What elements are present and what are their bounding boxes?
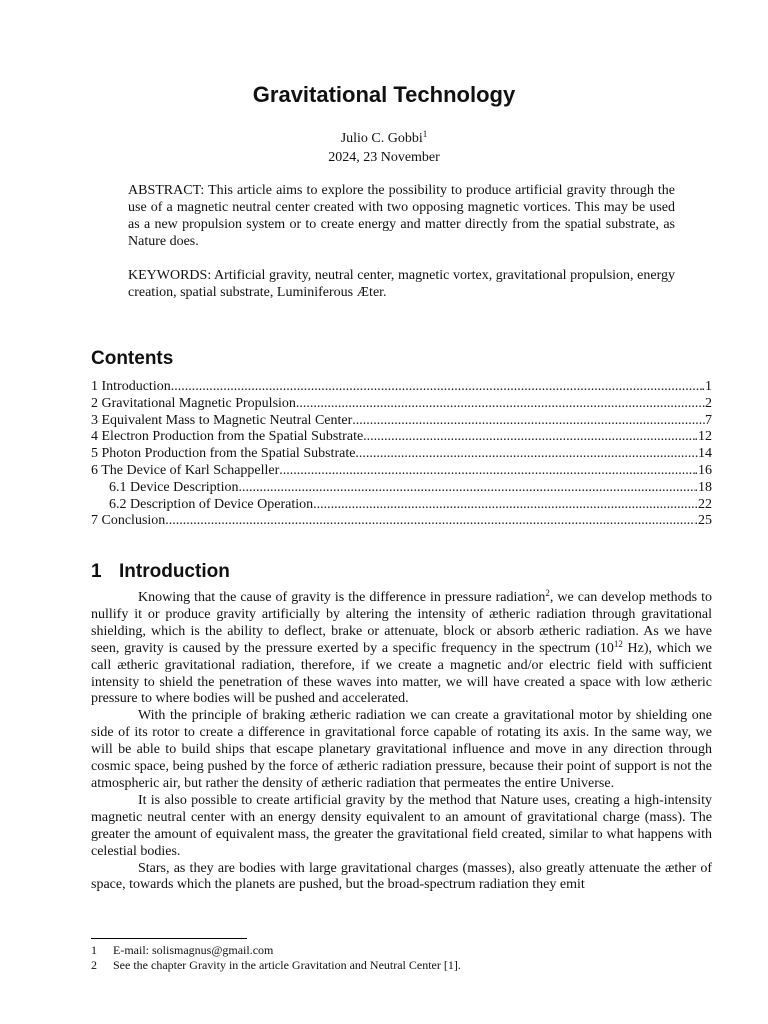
- toc-item[interactable]: [91, 379, 712, 396]
- toc-item-page: .12: [694, 429, 712, 445]
- paragraph-text: Knowing that the cause of gravity is the difference in pressure radiation: [138, 590, 546, 605]
- toc-leader: [355, 446, 698, 463]
- toc-item-page: .25: [694, 513, 712, 529]
- paper-title: Gravitational Technology: [252, 82, 516, 107]
- section-title: Introduction: [119, 561, 230, 582]
- footnote-text: E-mail: solismagnus@gmail.com: [113, 943, 274, 957]
- toc-item-label: 5 Photon Production from the Spatial Substrate: [91, 446, 356, 462]
- toc-leader: [296, 396, 705, 413]
- toc-item[interactable]: [91, 413, 712, 430]
- exponent: 12: [613, 638, 623, 649]
- section-heading: [91, 561, 230, 583]
- toc-subitem[interactable]: [91, 480, 712, 497]
- toc-item-page: .22: [694, 496, 712, 512]
- toc-item-page: .1: [701, 379, 712, 394]
- toc-item-page: 14: [698, 446, 712, 462]
- section-number: 1: [91, 561, 102, 582]
- publication-date: 2024, 23 November: [328, 150, 440, 165]
- toc-leader: [238, 480, 694, 497]
- toc-leader: [171, 379, 702, 396]
- footnote-text: See the chapter Gravity in the article Gravitation and Neutral Center [1].: [113, 958, 461, 972]
- author-footnote-ref[interactable]: 1: [422, 129, 428, 139]
- toc-leader: [363, 429, 694, 446]
- paragraph: Stars, as they are bodies with large gravitational charges (masses), also greatly attenuate the æther of space, towards which the planets are pushed, but the broad-spectrum radiation they emit: [91, 860, 712, 893]
- toc-subitem[interactable]: [91, 497, 712, 514]
- footnote-ref[interactable]: 2: [545, 588, 550, 598]
- paragraph: It is also possible to create artificial gravity by the method that Nature uses, creating a high-intensity magnetic neutral center with an energy density equivalent to an amount of gravitational charge (mass). The greater the amount of equivalent mass, the greater the gravitational field created, similar to what happens with celestial bodies.: [91, 792, 712, 859]
- toc-item-page: 2: [705, 395, 712, 411]
- toc-item-page: .16: [694, 462, 712, 478]
- toc-item-page: .18: [694, 479, 712, 495]
- toc-item-page: 7: [705, 412, 712, 428]
- toc-item-label: 4 Electron Production from the Spatial Substrate: [91, 429, 364, 445]
- table-of-contents: [91, 379, 712, 530]
- toc-leader: [165, 513, 694, 530]
- paragraph-text: , we can develop methods to nullify it or produce gravity artificially by altering the intensity of ætheric radiation through gravitational shielding, which is the ability to deflect, brake or attenuate, block or absorb ætheric radiation. As we have seen, gravity is caused by the pressure exerted by a specific frequency in the spectrum (10: [91, 590, 712, 656]
- author-name: Julio C. Gobbi: [340, 131, 423, 146]
- footnote: [91, 943, 712, 958]
- paragraph: [91, 590, 712, 708]
- footnote-number: 2: [91, 958, 97, 972]
- contents-heading: Contents: [91, 348, 174, 369]
- toc-item-label: 6 The Device of Karl Schappeller: [91, 462, 280, 478]
- toc-item[interactable]: [91, 429, 712, 446]
- abstract: ABSTRACT: This article aims to explore the possibility to produce artificial gravity through the use of a magnetic neutral center created with two opposing magnetic vortices. This may be used as a new propulsion system or to create energy and matter directly from the spatial substrate, as Nature does.: [128, 183, 675, 249]
- toc-item[interactable]: [91, 446, 712, 463]
- toc-item-label: 1 Introduction: [91, 379, 171, 394]
- keywords: KEYWORDS: Artificial gravity, neutral center, magnetic vortex, gravitational propulsion, energy creation, spatial substrate, Luminiferous Æter.: [128, 268, 675, 300]
- footnotes: [91, 943, 712, 973]
- footnote-separator: [91, 938, 247, 939]
- section-body: [91, 590, 712, 894]
- toc-item-label: 2 Gravitational Magnetic Propulsion: [91, 395, 296, 411]
- footnote-number: 1: [91, 943, 97, 957]
- toc-item-label: 6.1 Device Description: [109, 479, 239, 495]
- toc-item-label: 3 Equivalent Mass to Magnetic Neutral Center: [91, 412, 353, 428]
- toc-leader: [313, 497, 694, 514]
- toc-item-label: 6.2 Description of Device Operation: [109, 496, 314, 512]
- footnote: [91, 958, 712, 973]
- author-line: [0, 130, 768, 147]
- toc-item[interactable]: [91, 463, 712, 480]
- paragraph-text: Hz), which we call ætheric gravitational radiation, therefore, if we create a magnetic and/or electric field with sufficient intensity to shield the penetration of these waves into matter, we will have created a space with low ætheric pressure to where bodies will be pushed and accelerated.: [91, 640, 712, 707]
- paragraph: With the principle of braking ætheric radiation we can create a gravitational motor by shielding one side of its rotor to create a difference in gravitational force capable of rotating its axis. In the same way, we will be able to build ships that escape planetary gravitational influence and move in any direction through cosmic space, being pushed by the force of ætheric radiation pressure, because their point of support is not the atmospheric air, but rather the density of ætheric radiation that permeates the entire Universe.: [91, 708, 712, 791]
- toc-item[interactable]: [91, 513, 712, 530]
- toc-item-label: 7 Conclusion: [91, 513, 166, 529]
- toc-leader: [279, 463, 694, 480]
- toc-item[interactable]: [91, 396, 712, 413]
- toc-leader: [352, 413, 705, 430]
